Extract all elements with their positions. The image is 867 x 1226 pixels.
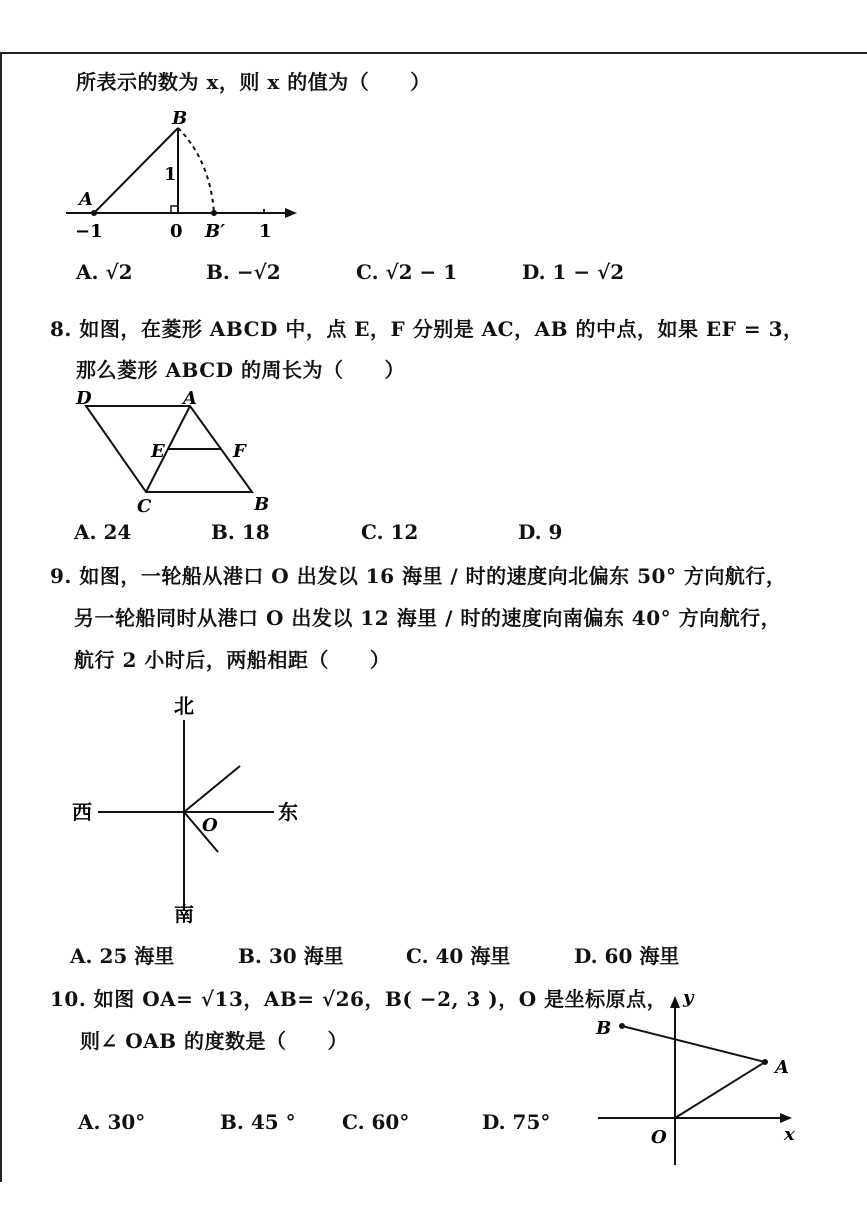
q7-tick-1: 1 bbox=[259, 221, 272, 242]
q10-option-d[interactable]: D. 75° bbox=[482, 1110, 551, 1134]
q8-stem-line2: 那么菱形 ABCD 的周长为（ ） bbox=[76, 358, 405, 382]
q9-option-a[interactable]: A. 25 海里 bbox=[70, 944, 175, 968]
q9-option-c[interactable]: C. 40 海里 bbox=[406, 944, 511, 968]
q8-label-A: A bbox=[183, 388, 197, 409]
q8-label-F: F bbox=[233, 441, 246, 462]
q10-option-b[interactable]: B. 45 ° bbox=[220, 1110, 296, 1134]
q10-label-O: O bbox=[651, 1127, 667, 1148]
q9-stem-line2: 另一轮船同时从港口 O 出发以 12 海里 / 时的速度向南偏东 40° 方向航行， bbox=[74, 606, 782, 630]
q9-label-east: 东 bbox=[278, 800, 298, 824]
q9-option-d[interactable]: D. 60 海里 bbox=[574, 944, 680, 968]
q8-label-E: E bbox=[151, 441, 165, 462]
q9-label-south: 南 bbox=[174, 902, 194, 926]
q7-tick-neg1: −1 bbox=[75, 221, 103, 242]
q10-option-a[interactable]: A. 30° bbox=[78, 1110, 146, 1134]
q7-label-A: A bbox=[79, 189, 93, 210]
q9-stem-line3: 航行 2 小时后，两船相距（ ） bbox=[74, 648, 391, 672]
q10-label-B: B bbox=[596, 1018, 612, 1039]
q7-option-a[interactable]: A. √2 bbox=[76, 260, 133, 284]
q9-option-b[interactable]: B. 30 海里 bbox=[238, 944, 344, 968]
q9-stem-line1: 9. 如图，一轮船从港口 O 出发以 16 海里 / 时的速度向北偏东 50° 方向航行， bbox=[50, 564, 787, 588]
q7-option-c[interactable]: C. √2 − 1 bbox=[356, 260, 458, 284]
q10-option-c[interactable]: C. 60° bbox=[342, 1110, 410, 1134]
q8-label-D: D bbox=[76, 388, 92, 409]
q8-stem-line1: 8. 如图，在菱形 ABCD 中，点 E，F 分别是 AC，AB 的中点，如果 EF = 3， bbox=[50, 317, 804, 341]
q10-label-x: x bbox=[784, 1124, 795, 1145]
q9-label-origin: O bbox=[202, 815, 218, 836]
q7-label-B: B bbox=[172, 108, 188, 129]
q8-option-a[interactable]: A. 24 bbox=[74, 520, 132, 544]
q10-label-A: A bbox=[775, 1057, 789, 1078]
q7-option-b[interactable]: B. −√2 bbox=[206, 260, 281, 284]
q9-label-west: 西 bbox=[72, 800, 92, 824]
q8-option-b[interactable]: B. 18 bbox=[211, 520, 270, 544]
q10-stem-line1: 10. 如图 OA= √13，AB= √26，B( −2, 3 )，O 是坐标原点， bbox=[50, 987, 668, 1011]
q10-label-y: y bbox=[683, 987, 694, 1008]
q10-stem-line2: 则∠ OAB 的度数是（ ） bbox=[80, 1029, 349, 1053]
q8-label-C: C bbox=[137, 496, 152, 517]
q8-option-c[interactable]: C. 12 bbox=[361, 520, 419, 544]
q9-label-north: 北 bbox=[174, 694, 194, 718]
q7-tick-0: 0 bbox=[170, 221, 183, 242]
q8-label-B: B bbox=[254, 494, 270, 515]
q8-option-d[interactable]: D. 9 bbox=[518, 520, 563, 544]
q7-label-1: 1 bbox=[164, 164, 177, 185]
q7-option-d[interactable]: D. 1 − √2 bbox=[522, 260, 625, 284]
q7-tick-Bprime: B′ bbox=[205, 221, 225, 242]
q7-stem: 所表示的数为 x，则 x 的值为（ ） bbox=[76, 70, 431, 94]
